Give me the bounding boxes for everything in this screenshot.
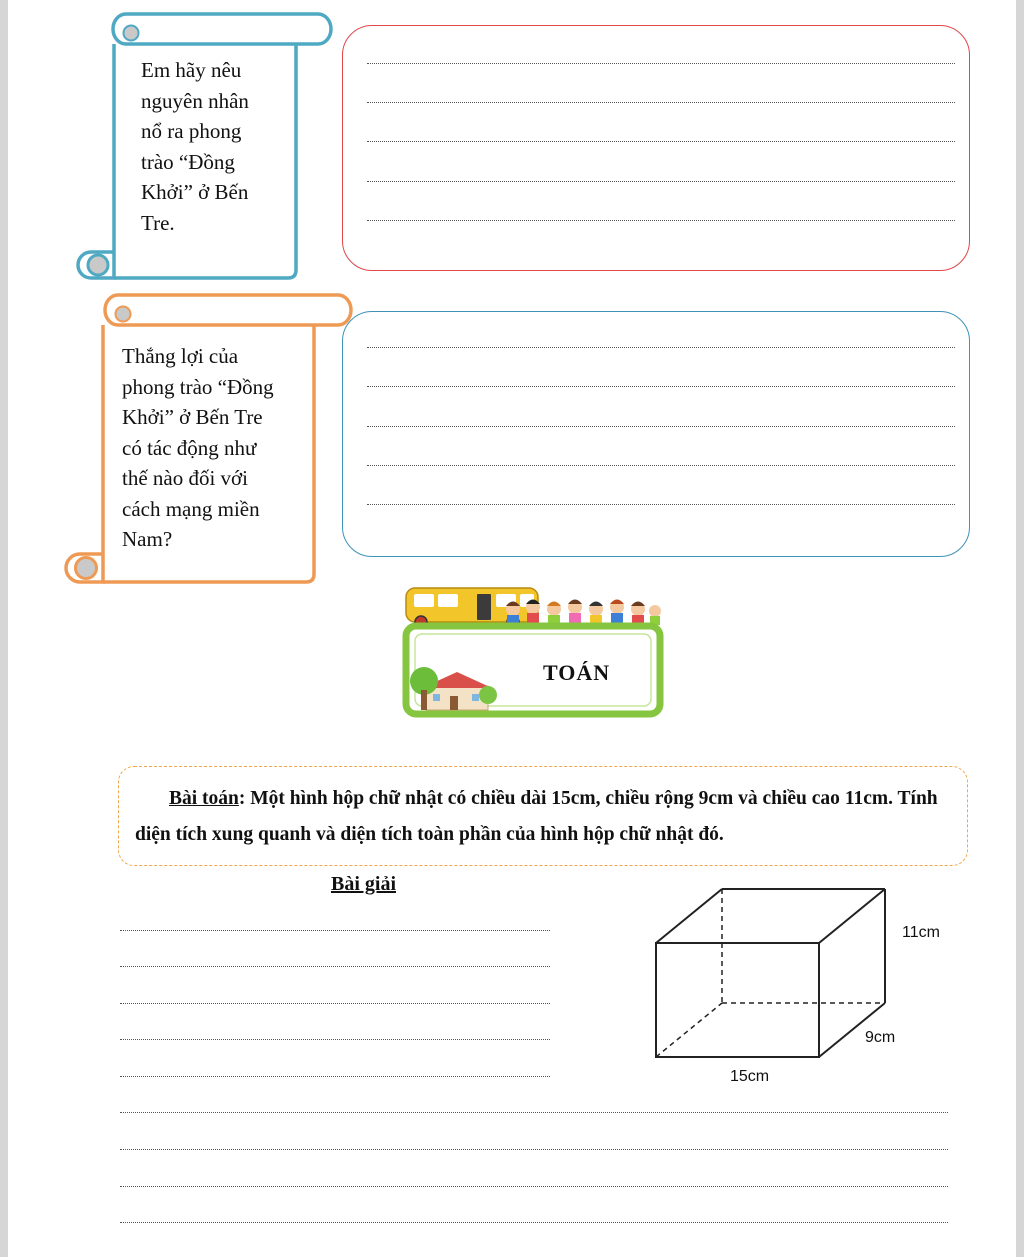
solution-line[interactable] [120,1186,948,1187]
question1-line: Tre. [141,210,175,235]
question1-line: Em hãy nêu [141,58,242,82]
question2-line: Khởi” ở Bến Tre [122,405,263,429]
question1-line: nổ ra phong [141,119,242,143]
solution-line[interactable] [120,1112,948,1113]
height-label: 11cm [902,924,940,941]
question2-line: cách mạng miền [122,496,260,521]
width-label: 9cm [865,1029,896,1046]
question1-line: trào “Đồng [141,149,235,174]
problem-line1: : Một hình hộp chữ nhật có chiều dài 15cm, chiều rộng 9cm và chiều cao [238,788,840,809]
question2-line: Thắng lợi của [122,344,239,368]
worksheet-page [8,0,1016,1257]
question1-line: Khởi” ở Bến [141,180,249,204]
question2-line: Nam? [122,527,173,551]
question1-line: nguyên nhân [141,88,249,113]
rectangular-box-figure [8,0,1016,1100]
question2-line: thế nào đối với [122,466,248,490]
length-label: 15cm [730,1068,770,1085]
solution-line[interactable] [120,1222,948,1223]
problem-line2: 11cm. Tính diện tích xung quanh và diện tích toàn phần của hình hộp chữ nhật đó. [135,788,938,845]
solution-line[interactable] [120,1149,948,1150]
problem-label: Bài toán [169,788,239,809]
question2-line: phong trào “Đồng [122,374,274,399]
toan-title: TOÁN [543,660,611,685]
question2-line: có tác động như [122,435,257,460]
solution-title: Bài giải [331,873,397,895]
